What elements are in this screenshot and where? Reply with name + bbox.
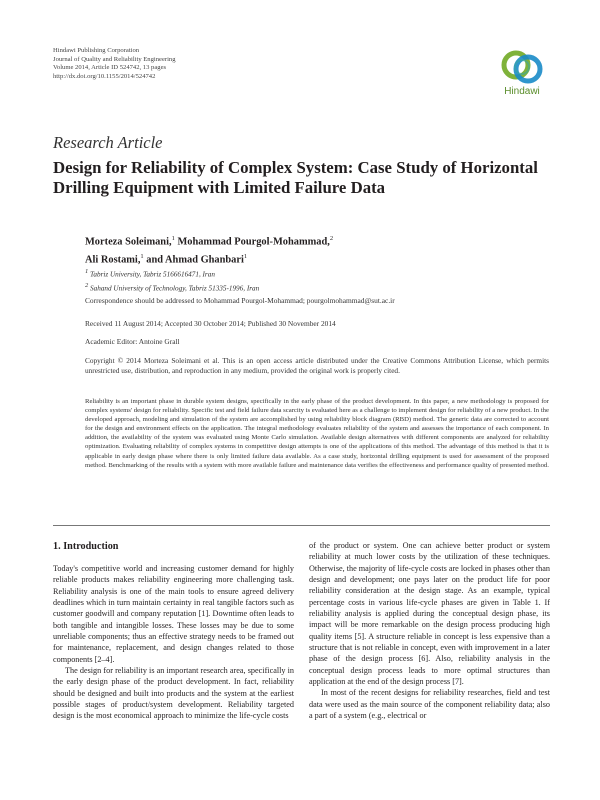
journal-info [53, 47, 176, 81]
author-list [85, 232, 333, 268]
copyright-notice: Copyright © 2014 Morteza Soleimani et al. This is an open access article distributed under the Creative Commons Attribution License, which permits unrestricted use, distribution, and reproduction in any medium, provided the original work is properly cited. [85, 356, 549, 375]
academic-editor: Academic Editor: Antoine Grall [85, 337, 180, 346]
paragraph: Today's competitive world and increasing customer demand for highly reliable products makes reliability engineering more challenging task. Reliability analysis is one of the main tools to ensure agreed delivery deadlines which in turn maintain certainty in real tangible factors such as customer goodwill and company reputation [1]. Downtime often leads to both tangible and intangible losses. These losses may be due to some unreliable components; thus an effective strategy needs to be framed out for maintenance, replacement, and design changes related to those components [2–4]. [53, 564, 294, 664]
author-name: Ali Rostami, [85, 254, 141, 266]
article-dates: Received 11 August 2014; Accepted 30 October 2014; Published 30 November 2014 [85, 319, 336, 328]
paragraph: The design for reliability is an important research area, specifically in the early design phase of the product development. In fact, reliability should be designed and built into products and the system at the earliest possible stages of product/system development. Reliability targeted design is the most economical approach to minimize the life-cycle costs [53, 666, 294, 721]
doi-link[interactable]: http://dx.doi.org/10.1155/2014/524742 [53, 72, 156, 80]
body-column-right [309, 540, 550, 722]
correspondence: Correspondence should be addressed to Mohammad Pourgol-Mohammad; pourgolmohammad@sut.ac.ir [85, 296, 395, 305]
hindawi-logo-icon [500, 48, 544, 86]
publisher-name: Hindawi Publishing Corporation [53, 47, 140, 54]
volume-line: Volume 2014, Article ID 524742, 13 pages [53, 64, 167, 72]
paragraph: In most of the recent designs for reliability researches, field and test data were used as the main source of the component reliability data; also a part of a system (e.g., electrical or [309, 688, 550, 721]
hindawi-logo[interactable] [496, 48, 548, 97]
article-type: Research Article [53, 133, 163, 152]
author-name: Morteza Soleimani, [85, 236, 172, 248]
affiliations [85, 266, 259, 295]
author-affil-marker: 1 [140, 252, 144, 260]
affiliation: $^2$ Sahand University of Technology, Tabriz 51335-1996, Iran [85, 282, 260, 293]
logo-text: Hindawi [504, 86, 540, 97]
author-name: and Ahmad Ghanbari [146, 254, 244, 266]
author-affil-marker: 1 [243, 252, 248, 260]
abstract: Reliability is an important phase in durable system designs, specifically in the early phase of the product development. In this paper, a new methodology is proposed for complex systems' design for reliability. Specific test and field failure data scarcity is evaluated here as a challenge to implement design for reliability of a new product. In the developed approach, modeling and simulation of the system are accomplished by using reliability block diagram (RBD) method. The generic data are corrected to account for the design and environment effects on the application. The integral methodology evaluates reliability of the system and assesses the importance of each component. In addition, the availability of the system was evaluated using Monte Carlo simulation. Available design alternatives with different components are analyzed for reliability optimization. Evaluating reliability of complex systems in competitive design attempts is one of the applications of this method. The advantage of this method is that it is applicable in early design phase where there is only limited failure data available. As a case study, horizontal drilling equipment is used for assessment of the proposed method. Benchmarking of the results with a system with more available failure and maintenance data verifies the effectiveness and performance quality of presented method. [85, 398, 549, 469]
author-affil-marker: 1 [171, 235, 175, 242]
body-column-left [53, 563, 294, 722]
author-name: Mohammad Pourgol-Mohammad, [177, 236, 330, 248]
article-title: Design for Reliability of Complex System: Case Study of Horizontal Drilling Equipment with Limited Failure Data [53, 158, 538, 197]
affiliation: $^1$ Tabriz University, Tabriz 5166616471, Iran [85, 268, 215, 279]
paragraph: of the product or system. One can achieve better product or system reliability at much lower costs by the utilization of these techniques. Otherwise, the majority of life-cycle costs are locked in phases other than design and development; one pays later on the product life for poor reliability consideration at the design stage. As an example, typical percentage costs in various life-cycle phases are given in Table 1. If reliability analysis is applied during the conceptual design phase, its impact will be more remarkable on the design process producing high quality items [5]. A structure reliable in concept is less expensive than a structure that is not reliable in concept, even with improvement in a later phase of the design process [6]. Also, reliability analysis in the conceptual design process leads to more optimal structures than application at the end of the design process [7]. [309, 541, 550, 687]
journal-name: Journal of Quality and Reliability Engineering [53, 55, 176, 63]
section-heading: 1. Introduction [53, 541, 119, 552]
divider [53, 525, 550, 526]
author-affil-marker: 2 [329, 235, 334, 242]
